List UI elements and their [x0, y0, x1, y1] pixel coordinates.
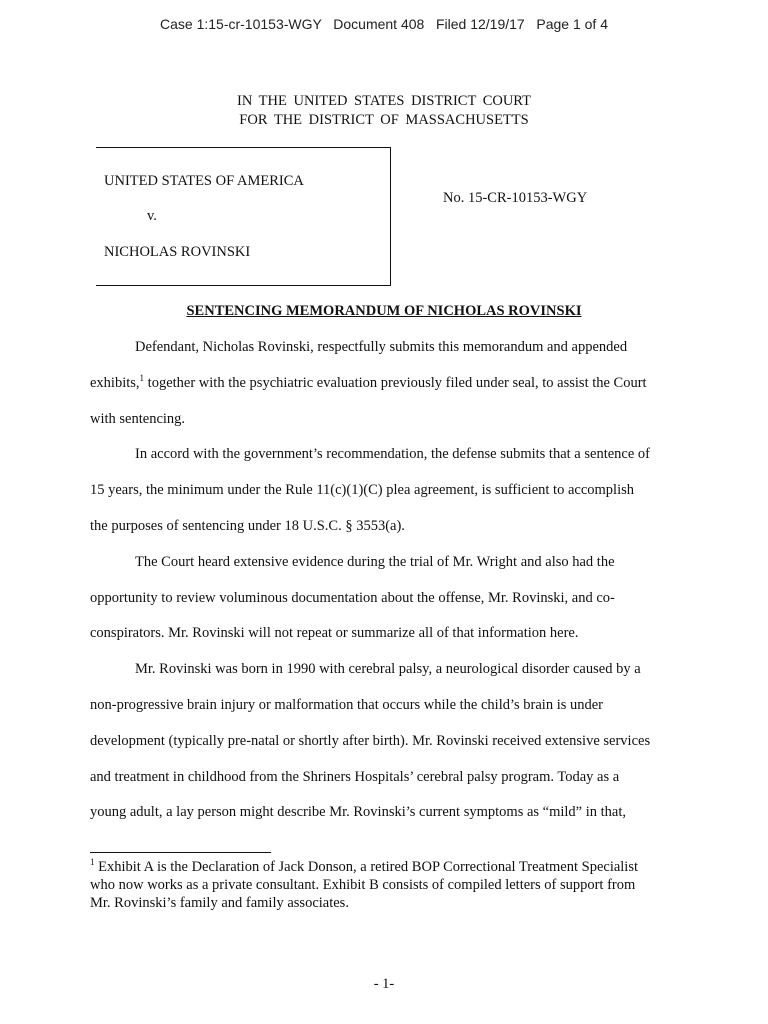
page-number: - 1- — [373, 976, 395, 992]
document-title: SENTENCING MEMORANDUM OF NICHOLAS ROVINSKI — [186, 303, 582, 319]
text-line: non-progressive brain injury or malformation that occurs while the child’s brain is under — [90, 696, 604, 713]
case-number: No. 15-CR-10153-WGY — [443, 190, 588, 206]
text-line — [90, 366, 678, 402]
footnote-line: who now works as a private consultant. Exhibit B consists of compiled letters of support from — [90, 877, 636, 893]
memorandum-body — [90, 330, 678, 831]
caption-defendant: NICHOLAS ROVINSKI — [104, 244, 251, 260]
footnote-ref[interactable]: 1 — [139, 372, 145, 383]
text-line: opportunity to review voluminous documentation about the offense, Mr. Rovinski, and co- — [90, 589, 615, 606]
text-fragment: together with the psychiatric evaluation previously filed under seal, to assist the Court — [144, 374, 647, 391]
text-line: development (typically pre-natal or shortly after birth). Mr. Rovinski received extensive services — [90, 732, 651, 749]
footnote-divider — [90, 852, 271, 853]
text-line: with sentencing. — [90, 410, 186, 427]
caption-versus: v. — [147, 208, 157, 224]
footnote-number: 1 — [90, 857, 95, 867]
paragraph-intro — [90, 330, 678, 437]
court-name-line: IN THE UNITED STATES DISTRICT COURT — [237, 93, 531, 109]
paragraph-evidence — [90, 545, 678, 652]
text-line: Defendant, Nicholas Rovinski, respectfully submits this memorandum and appended — [135, 339, 628, 355]
paragraph-recommendation — [90, 437, 678, 544]
text-line: The Court heard extensive evidence during the trial of Mr. Wright and also had the — [135, 553, 615, 570]
court-district-line: FOR THE DISTRICT OF MASSACHUSETTS — [239, 112, 529, 128]
text-fragment: exhibits, — [90, 374, 140, 391]
text-line: In accord with the government’s recommendation, the defense submits that a sentence of — [135, 446, 650, 463]
ecf-header-stamp: Case 1:15-cr-10153-WGY Document 408 Filed 12/19/17 Page 1 of 4 — [160, 16, 608, 32]
text-line: and treatment in childhood from the Shriners Hospitals’ cerebral palsy program. Today as a — [90, 768, 620, 785]
text-fragment: Exhibit A is the Declaration of Jack Donson, a retired BOP Correctional Treatment Specialist — [94, 859, 639, 875]
text-line: the purposes of sentencing under 18 U.S.C. § 3553(a). — [90, 517, 405, 534]
paragraph-background — [90, 652, 678, 831]
court-heading — [0, 92, 768, 130]
case-caption-box — [96, 147, 391, 286]
footnote-line — [90, 858, 690, 876]
text-line: young adult, a lay person might describe Mr. Rovinski’s current symptoms as “mild” in that, — [90, 804, 627, 821]
footnote-line: Mr. Rovinski’s family and family associates. — [90, 895, 349, 911]
caption-plaintiff: UNITED STATES OF AMERICA — [104, 173, 304, 189]
footnote — [90, 858, 690, 912]
text-line: Mr. Rovinski was born in 1990 with cerebral palsy, a neurological disorder caused by a — [135, 661, 641, 678]
text-line: conspirators. Mr. Rovinski will not repeat or summarize all of that information here. — [90, 625, 579, 642]
text-line: 15 years, the minimum under the Rule 11(c)(1)(C) plea agreement, is sufficient to accomplish — [90, 482, 634, 499]
